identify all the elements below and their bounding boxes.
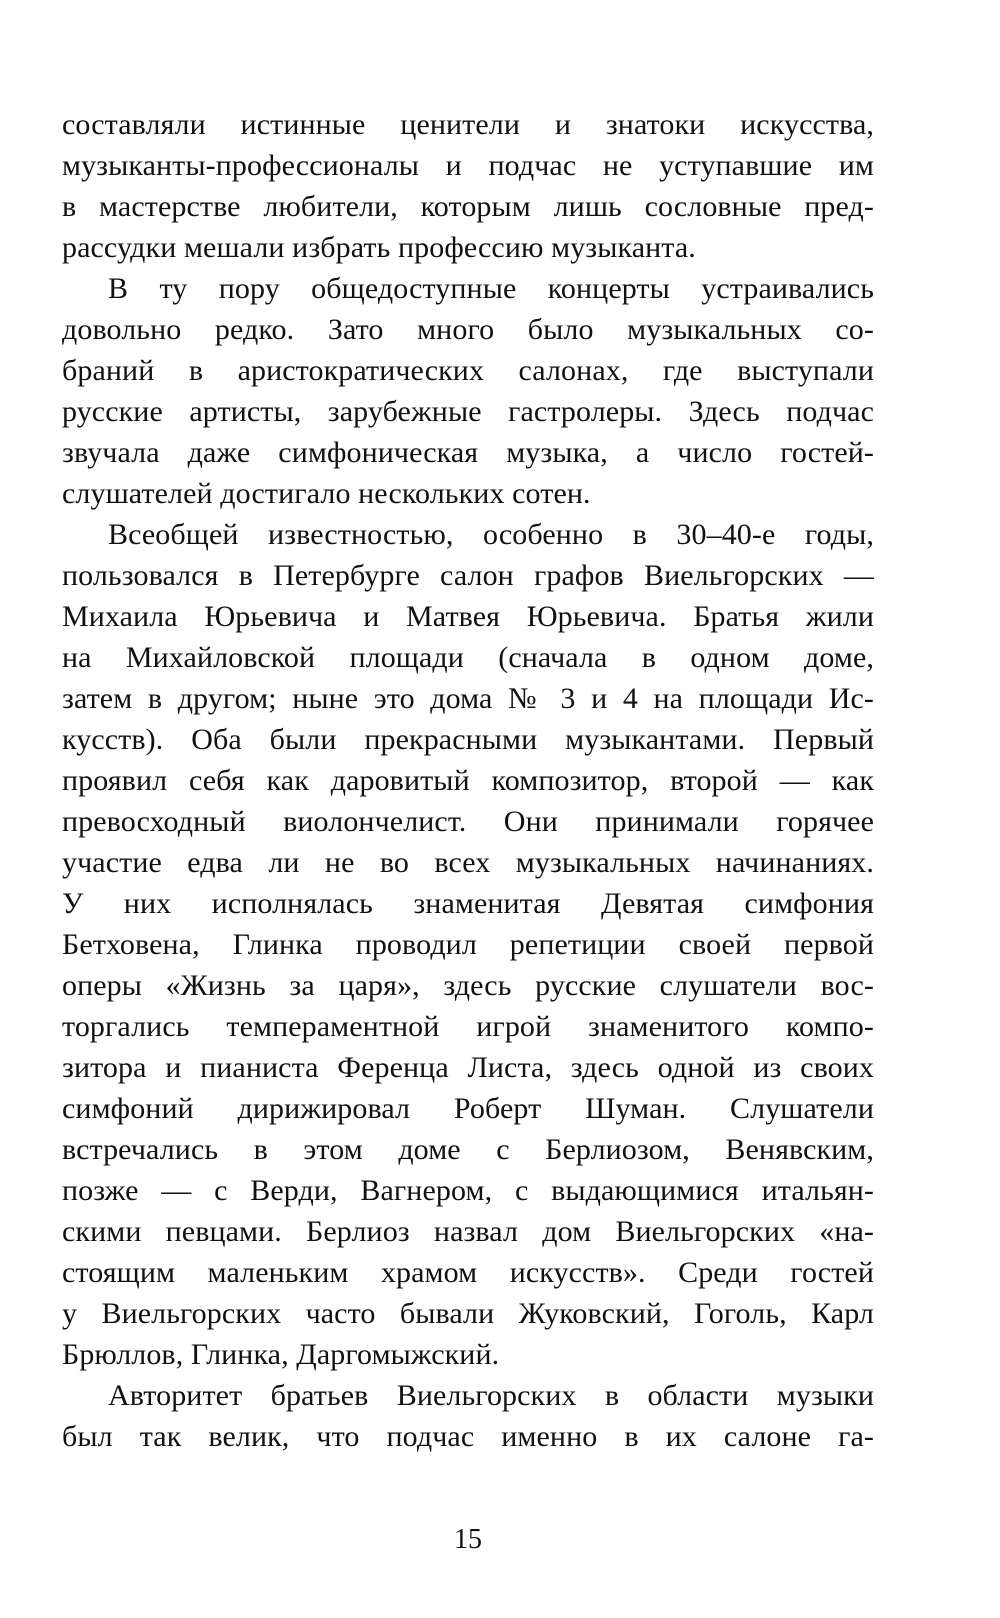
text-line: был так велик, что подчас именно в их салоне га- [62, 1420, 874, 1453]
paragraph [62, 268, 874, 514]
text-line: довольно редко. Зато много было музыкальных со- [62, 313, 874, 346]
text-line: рассудки мешали избрать профессию музыканта. [62, 231, 696, 264]
text-line: браний в аристократических салонах, где выступали [62, 354, 874, 387]
text-line: позже — с Верди, Вагнером, с выдающимися итальян- [62, 1174, 874, 1207]
text-line: звучала даже симфоническая музыка, а число гостей- [62, 436, 874, 469]
text-line: слушателей достигало нескольких сотен. [62, 477, 591, 510]
text-line: Авторитет братьев Виельгорских в области музыки [108, 1379, 874, 1412]
text-line: стоящим маленьким храмом искусств». Среди гостей [62, 1256, 874, 1289]
text-line: Бетховена, Глинка проводил репетиции своей первой [62, 928, 874, 961]
page-body [62, 104, 874, 1457]
paragraph [62, 514, 874, 1375]
text-line: зитора и пианиста Ференца Листа, здесь одной из своих [62, 1051, 874, 1084]
text-line: составляли истинные ценители и знатоки искусства, [62, 108, 874, 141]
page-number: 15 [454, 1524, 482, 1555]
text-line: проявил себя как даровитый композитор, второй — как [62, 764, 874, 797]
text-line: затем в другом; ныне это дома № 3 и 4 на площади Ис- [62, 682, 874, 715]
paragraph [62, 1375, 874, 1457]
text-line: оперы «Жизнь за царя», здесь русские слушатели вос- [62, 969, 874, 1002]
text-line: пользовался в Петербурге салон графов Виельгорских — [62, 559, 874, 592]
text-line: Брюллов, Глинка, Даргомыжский. [62, 1338, 500, 1371]
text-line: в мастерстве любители, которым лишь сословные пред- [62, 190, 874, 223]
text-line: торгались темпераментной игрой знаменитого компо- [62, 1010, 874, 1043]
text-line: кусств). Оба были прекрасными музыкантами. Первый [62, 723, 874, 756]
text-line: русские артисты, зарубежные гастролеры. Здесь подчас [62, 395, 874, 428]
text-line: музыканты-профессионалы и подчас не уступавшие им [62, 149, 874, 182]
paragraph [62, 104, 874, 268]
text-line: Михаила Юрьевича и Матвея Юрьевича. Братья жили [62, 600, 874, 633]
text-line: встречались в этом доме с Берлиозом, Венявским, [62, 1133, 874, 1166]
text-line: У них исполнялась знаменитая Девятая симфония [62, 887, 874, 920]
text-line: участие едва ли не во всех музыкальных начинаниях. [62, 846, 874, 879]
text-line: Всеобщей известностью, особенно в 30–40-е годы, [108, 518, 874, 551]
text-line: у Виельгорских часто бывали Жуковский, Гоголь, Карл [62, 1297, 874, 1330]
text-line: превосходный виолончелист. Они принимали горячее [62, 805, 874, 838]
text-line: на Михайловской площади (сначала в одном доме, [62, 641, 874, 674]
text-line: В ту пору общедоступные концерты устраивались [108, 272, 874, 305]
text-line: скими певцами. Берлиоз назвал дом Виельгорских «на- [62, 1215, 874, 1248]
text-line: симфоний дирижировал Роберт Шуман. Слушатели [62, 1092, 874, 1125]
